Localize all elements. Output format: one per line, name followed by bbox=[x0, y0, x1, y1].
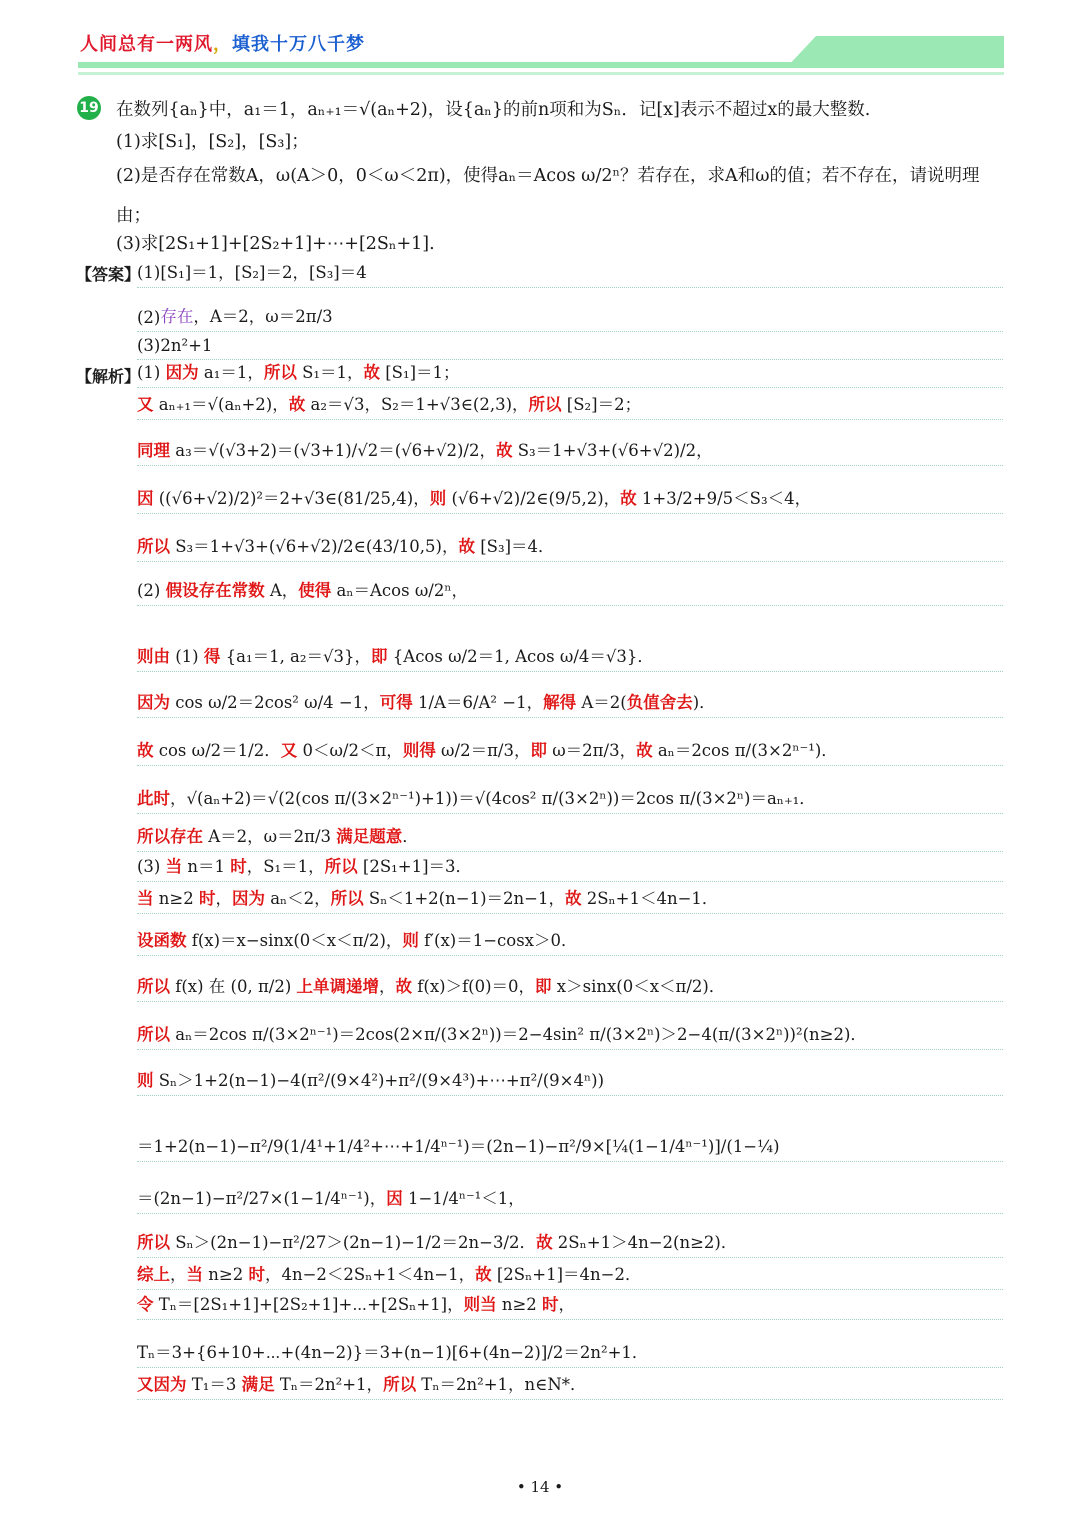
answer-2-prefix: (2) bbox=[137, 308, 161, 327]
header-title-sep: ， bbox=[213, 34, 232, 55]
analysis-line: 因 ((√6+√2)/2)²＝2+√3∈(81/25,4)，则 (√6+√2)/2∈(9/5,2)，故 1+3/2+9/5＜S₃＜4， bbox=[137, 489, 812, 508]
answer-1: (1)[S₁]＝1，[S₂]＝2，[S₃]＝4 bbox=[137, 263, 367, 282]
header-title-part-1: 人间总有一两风 bbox=[80, 34, 213, 55]
analysis-row bbox=[137, 1218, 1003, 1258]
question-line-1: 在数列{aₙ}中，a₁＝1，aₙ₊₁＝√(aₙ+2)，设{aₙ}的前n项和为Sₙ．记[x]表示不超过x的最大整数. bbox=[116, 100, 871, 120]
analysis-line: 同理 a₃＝√(√3+2)＝(√3+1)/√2＝(√6+√2)/2，故 S₃＝1+√3+(√6+√2)/2， bbox=[137, 441, 713, 460]
analysis-row bbox=[137, 958, 1003, 1002]
analysis-row bbox=[137, 1098, 1003, 1162]
analysis-line: 故 cos ω/2＝1/2．又 0＜ω/2＜π，则得 ω/2＝π/3，即 ω＝2π/3，故 aₙ＝2cos π/(3×2ⁿ⁻¹)． bbox=[137, 741, 838, 760]
analysis-row bbox=[137, 1292, 1003, 1320]
analysis-line: 又因为 T₁＝3 满足 Tₙ＝2n²+1，所以 Tₙ＝2n²+1，n∈N*． bbox=[137, 1375, 587, 1394]
analysis-row bbox=[137, 608, 1003, 672]
analysis-line: 当 n≥2 时，因为 aₙ＜2，所以 Sₙ＜1+2(n−1)＝2n−1，故 2Sₙ+1＜4n−1． bbox=[137, 889, 719, 908]
analysis-label: 【解析】 bbox=[76, 367, 141, 386]
analysis-row bbox=[137, 1262, 1003, 1290]
question-line-5: (3)求[2S₁+1]+[2S₂+1]+⋯+[2Sₙ+1]. bbox=[116, 234, 435, 254]
analysis-row bbox=[137, 916, 1003, 956]
analysis-line: 综上，当 n≥2 时，4n−2＜2Sₙ+1＜4n−1，故 [2Sₙ+1]＝4n−2． bbox=[137, 1265, 642, 1284]
analysis-line: 设函数 f(x)＝x−sinx(0＜x＜π/2)，则 f′(x)＝1−cosx＞0． bbox=[137, 931, 578, 950]
analysis-row bbox=[137, 720, 1003, 766]
analysis-row bbox=[137, 1322, 1003, 1368]
analysis-line: 又 aₙ₊₁＝√(aₙ+2)，故 a₂＝√3，S₂＝1+√3∈(2,3)，所以 [S₂]＝2； bbox=[137, 395, 642, 414]
analysis-row bbox=[137, 854, 1003, 882]
analysis-line: 所以存在 A＝2，ω＝2π/3 满足题意． bbox=[137, 827, 419, 846]
answer-label: 【答案】 bbox=[76, 265, 141, 284]
analysis-line: 则由 (1) 得 {a₁＝1, a₂＝√3}，即 {Acos ω/2＝1, Acos ω/4＝√3}． bbox=[137, 647, 654, 666]
analysis-row bbox=[137, 1004, 1003, 1050]
analysis-row bbox=[137, 1052, 1003, 1096]
analysis-row bbox=[137, 676, 1003, 718]
analysis-line: 此时，√(aₙ+2)＝√(2(cos π/(3×2ⁿ⁻¹)+1))＝√(4cos² π/(3×2ⁿ))＝2cos π/(3×2ⁿ)＝aₙ₊₁． bbox=[137, 789, 816, 808]
question-number-badge: 19 bbox=[77, 96, 101, 120]
analysis-line: 所以 Sₙ＞(2n−1)−π²/27＞(2n−1)−1/2＝2n−3/2．故 2Sₙ+1＞4n−2(n≥2)． bbox=[137, 1233, 738, 1252]
analysis-line: 所以 aₙ＝2cos π/(3×2ⁿ⁻¹)＝2cos(2×π/(3×2ⁿ))＝2−4sin² π/(3×2ⁿ)＞2−4(π/(3×2ⁿ))²(n≥2)． bbox=[137, 1025, 867, 1044]
analysis-row bbox=[137, 884, 1003, 914]
header-band bbox=[78, 62, 1004, 68]
analysis-line: 所以 S₃＝1+√3+(√6+√2)/2∈(43/10,5)，故 [S₃]＝4． bbox=[137, 537, 555, 556]
answer-2-word: 存在 bbox=[160, 307, 194, 326]
analysis-row bbox=[137, 468, 1003, 514]
analysis-line: (3) 当 n＝1 时，S₁＝1，所以 [2S₁+1]＝3． bbox=[137, 857, 473, 876]
analysis-line: (1) 因为 a₁＝1，所以 S₁＝1，故 [S₁]＝1； bbox=[137, 363, 460, 382]
analysis-line: ＝(2n−1)−π²/27×(1−1/4ⁿ⁻¹)，因 1−1/4ⁿ⁻¹＜1， bbox=[137, 1189, 525, 1208]
analysis-row bbox=[137, 1166, 1003, 1214]
analysis-row bbox=[137, 768, 1003, 814]
analysis-line: 所以 f(x) 在 (0, π/2) 上单调递增，故 f(x)＞f(0)＝0，即 x＞sinx(0＜x＜π/2)． bbox=[137, 977, 726, 996]
analysis-row bbox=[137, 390, 1003, 420]
analysis-line: (2) 假设存在常数 A，使得 aₙ＝Acos ω/2ⁿ， bbox=[137, 581, 468, 600]
answer-2-rest: ，A＝2，ω＝2π/3 bbox=[193, 307, 333, 326]
analysis-line: ＝1+2(n−1)−π²/9(1/4¹+1/4²+⋯+1/4ⁿ⁻¹)＝(2n−1)−π²/9×[¼(1−1/4ⁿ⁻¹)]/(1−¼) bbox=[137, 1137, 780, 1156]
answer-3: (3)2n²+1 bbox=[137, 336, 213, 355]
analysis-row bbox=[137, 816, 1003, 852]
analysis-line: 令 Tₙ＝[2S₁+1]+[2S₂+1]+⋯+[2Sₙ+1]，则当 n≥2 时， bbox=[137, 1295, 576, 1314]
analysis-row bbox=[137, 362, 1003, 388]
answer-row-3 bbox=[137, 334, 1003, 360]
analysis-line: 则 Sₙ＞1+2(n−1)−4(π²/(9×4²)+π²/(9×4³)+⋯+π²/(9×4ⁿ)) bbox=[137, 1071, 605, 1090]
analysis-row bbox=[137, 422, 1003, 466]
analysis-row bbox=[137, 1370, 1003, 1400]
answer-row-1 bbox=[137, 258, 1003, 288]
analysis-line: 因为 cos ω/2＝2cos² ω/4 −1，可得 1/A＝6/A² −1，解得 A＝2(负值舍去)． bbox=[137, 693, 716, 712]
header-title bbox=[80, 30, 365, 56]
analysis-line: Tₙ＝3+{6+10+⋯+(4n−2)}＝3+(n−1)[6+(4n−2)]/2＝2n²+1． bbox=[137, 1343, 649, 1362]
header-title-part-2: 填我十万八千梦 bbox=[232, 34, 365, 55]
header-band-thin bbox=[78, 72, 1004, 75]
page-number: • 14 • bbox=[516, 1478, 564, 1496]
question-line-2: (1)求[S₁]，[S₂]，[S₃]； bbox=[116, 132, 309, 152]
analysis-row bbox=[137, 564, 1003, 606]
question-line-4: 由； bbox=[116, 206, 151, 226]
analysis-row bbox=[137, 516, 1003, 562]
question-line-3: (2)是否存在常数A，ω(A＞0，0＜ω＜2π)，使得aₙ＝Acos ω/2ⁿ？若存在，求A和ω的值；若不存在，请说明理 bbox=[116, 166, 980, 186]
answer-row-2 bbox=[137, 290, 1003, 332]
